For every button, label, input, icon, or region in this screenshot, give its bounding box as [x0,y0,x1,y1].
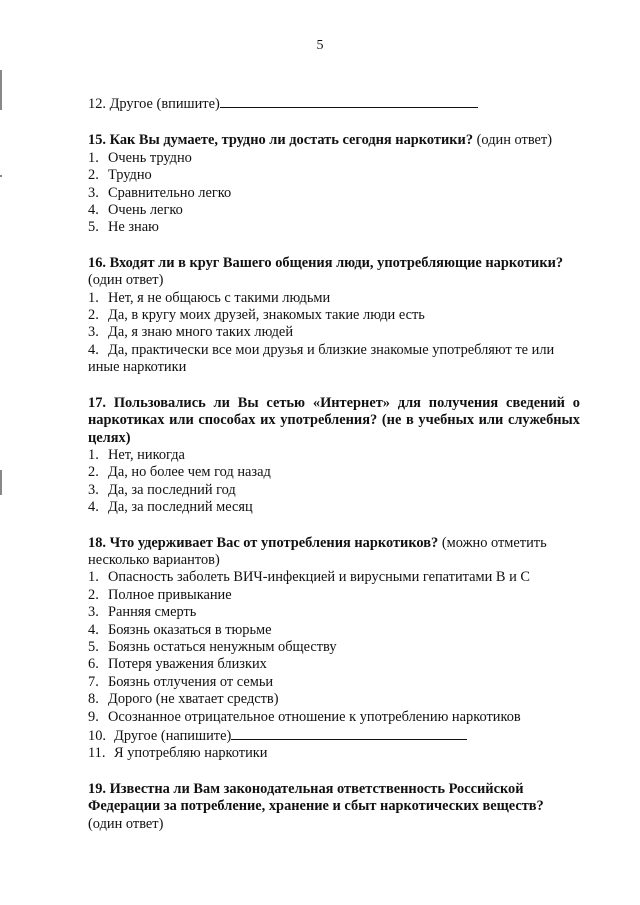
option-number: 3. [88,184,99,201]
option-item[interactable] [88,674,580,691]
write-in-blank[interactable] [231,726,467,740]
option-text: Боязнь отлучения от семьи [108,673,274,690]
questionnaire [88,94,580,833]
scan-edge-mark [0,470,2,495]
option-text: Очень легко [108,202,183,219]
option-text: Да, за последний год [108,481,236,498]
option-number: 7. [88,673,99,690]
question-note: (можно отметить несколько вариантов) [88,534,547,568]
option-number: 4. [88,341,99,358]
question-text: 15. Как Вы думаете, трудно ли достать сегодня наркотики? [88,132,474,149]
option-item[interactable] [88,482,580,499]
option-item[interactable] [88,604,580,621]
option-text: Нет, никогда [108,446,185,463]
option-text: Да, в кругу моих друзей, знакомых такие люди есть [108,307,425,324]
option-item[interactable] [88,219,580,236]
option-item[interactable] [88,709,580,726]
question-text: 17. Пользовались ли Вы сетью «Интернет» для получения сведений о наркотиках или способах их употребления? (не в учебных или служебных целях) [88,394,580,446]
prev-item-number: 12. [88,96,106,112]
option-item[interactable] [88,639,580,656]
options-list [88,290,580,377]
option-item[interactable] [88,464,580,481]
option-item[interactable] [88,587,580,604]
question-text: 19. Известна ли Вам законодательная ответственность Российской Федерации за потребление, хранение и сбыт наркотических веществ? [88,780,544,815]
page-number: 5 [316,38,324,53]
option-number: 8. [88,691,99,708]
option-text: Дорого (не хватает средств) [108,691,279,708]
option-text: Трудно [108,167,152,184]
option-text: Сравнительно легко [108,184,232,201]
option-number: 2. [88,464,99,481]
option-number: 2. [88,586,99,603]
option-item[interactable] [88,745,580,762]
option-number: 6. [88,656,99,673]
option-item[interactable] [88,202,580,219]
option-item[interactable] [88,185,580,202]
option-number: 3. [88,604,99,621]
option-item[interactable] [88,447,580,464]
option-text: Да, практически все мои друзья и близкие знакомые употребляют те или иные наркотики [88,341,555,376]
option-text: Ранняя смерть [108,604,197,621]
option-item[interactable] [88,569,580,586]
option-item[interactable] [88,726,580,745]
option-text: Да, за последний месяц [108,499,253,516]
option-number: 4. [88,202,99,219]
option-item[interactable] [88,290,580,307]
option-number: 1. [88,446,99,463]
option-text: Да, но более чем год назад [108,464,271,481]
option-text: Очень трудно [108,149,192,166]
option-item[interactable] [88,307,580,324]
question-19 [88,781,580,833]
options-list [88,447,580,517]
option-item[interactable] [88,342,580,377]
question-16 [88,255,580,377]
option-number: 1. [88,569,99,586]
options-list [88,150,580,237]
option-text: Я употребляю наркотики [114,745,268,762]
question-note: (один ответ) [88,815,164,832]
option-item[interactable] [88,167,580,184]
option-text: Осознанное отрицательное отношение к употреблению наркотиков [108,708,521,725]
option-item[interactable] [88,150,580,167]
option-number: 5. [88,219,99,236]
option-number: 4. [88,621,99,638]
option-text: Потеря уважения близких [108,656,267,673]
option-number: 3. [88,324,99,341]
question-text: 18. Что удерживает Вас от употребления наркотиков? [88,534,439,551]
question-title [88,395,580,447]
option-item[interactable] [88,499,580,516]
question-text: 16. Входят ли в круг Вашего общения люди, употребляющие наркотики? [88,254,564,271]
option-text: Боязнь остаться ненужным обществу [108,638,337,655]
option-text: Да, я знаю много таких людей [108,324,294,341]
question-17 [88,395,580,517]
question-title [88,132,580,149]
option-item[interactable] [88,656,580,673]
question-note: (один ответ) [88,272,164,289]
question-title [88,781,580,833]
option-item[interactable] [88,691,580,708]
option-number: 2. [88,167,99,184]
option-number: 9. [88,708,99,725]
option-number: 4. [88,499,99,516]
option-text: Боязнь оказаться в тюрьме [108,621,272,638]
question-15 [88,132,580,236]
question-title [88,255,580,290]
option-text: Опасность заболеть ВИЧ-инфекцией и вирусными гепатитами В и С [108,569,531,586]
option-text: Нет, я не общаюсь с такими людьми [108,289,331,306]
option-number: 10. [88,728,106,744]
question-title [88,535,580,570]
option-number: 3. [88,481,99,498]
option-number: 1. [88,289,99,306]
option-number: 1. [88,149,99,166]
question-18 [88,535,580,763]
prev-item-text: Другое (впишите) [109,96,220,112]
option-number: 5. [88,638,99,655]
question-note: (один ответ) [473,132,553,149]
scan-edge-mark [0,175,2,177]
scan-edge-mark [0,70,2,110]
option-number: 11. [88,745,106,762]
option-item[interactable] [88,324,580,341]
options-list [88,569,580,762]
write-in-blank[interactable] [220,94,478,108]
option-text: Не знаю [108,219,159,236]
prev-list-item [88,94,580,113]
option-text: Полное привыкание [108,586,232,603]
option-text: Другое (напишите) [114,728,232,744]
option-number: 2. [88,307,99,324]
option-item[interactable] [88,622,580,639]
